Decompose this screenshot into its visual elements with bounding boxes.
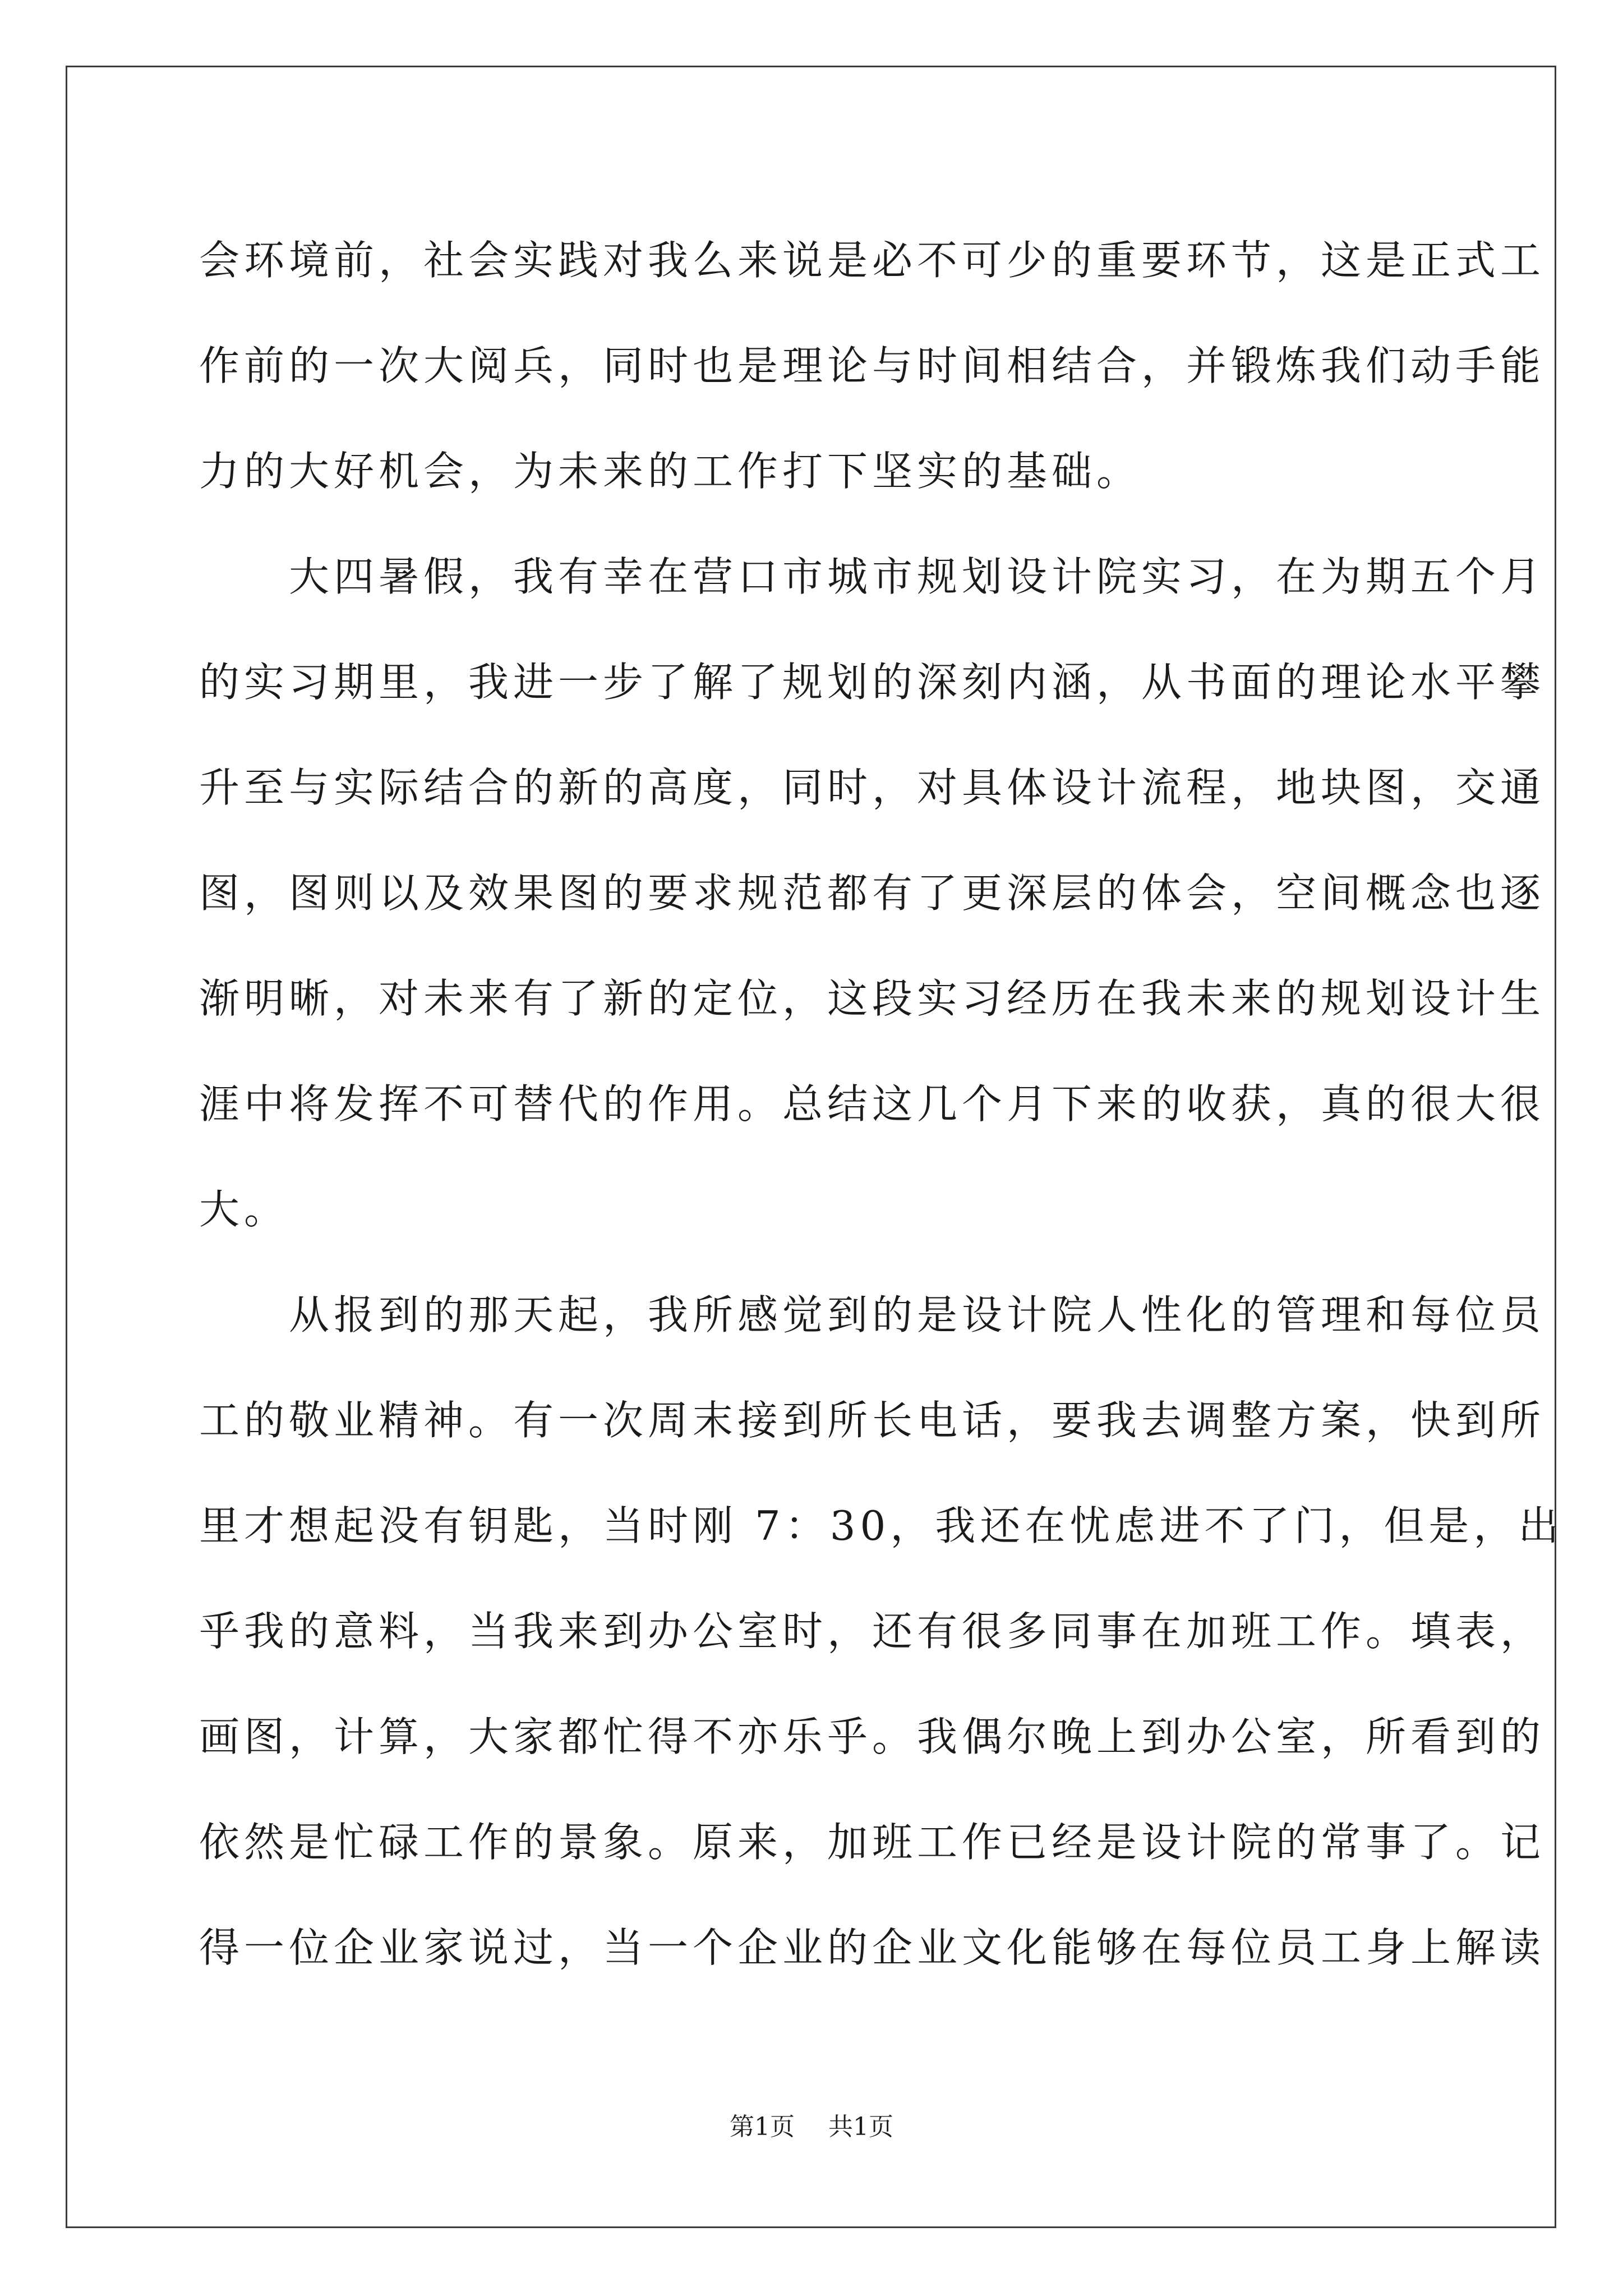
text-line: 会环境前，社会实践对我么来说是必不可少的重要环节，这是正式工	[199, 237, 1546, 284]
text-line: 作前的一次大阅兵，同时也是理论与时间相结合，并锻炼我们动手能	[199, 342, 1546, 389]
text-line: 的实习期里，我进一步了解了规划的深刻内涵，从书面的理论水平攀	[199, 659, 1546, 706]
text-line: 里才想起没有钥匙，当时刚 7：30，我还在忧虑进不了门，但是，出	[199, 1502, 1564, 1549]
page-number: 第1页	[730, 2113, 795, 2141]
document-body	[199, 208, 1564, 2000]
text-line: 大。	[199, 1186, 289, 1233]
page-footer	[0, 2110, 1623, 2144]
text-line: 画图，计算，大家都忙得不亦乐乎。我偶尔晚上到办公室，所看到的	[199, 1713, 1546, 1760]
text-line: 依然是忙碌工作的景象。原来，加班工作已经是设计院的常事了。记	[199, 1819, 1546, 1866]
text-line: 力的大好机会，为未来的工作打下坚实的基础。	[199, 448, 1142, 495]
text-line: 升至与实际结合的新的高度，同时，对具体设计流程，地块图，交通	[199, 764, 1546, 811]
text-line: 渐明晰，对未来有了新的定位，这段实习经历在我未来的规划设计生	[199, 975, 1546, 1022]
text-line: 得一位企业家说过，当一个企业的企业文化能够在每位员工身上解读	[199, 1924, 1546, 1971]
text-line: 从报到的那天起，我所感觉到的是设计院人性化的管理和每位员	[199, 1291, 1546, 1338]
text-line: 大四暑假，我有幸在营口市城市规划设计院实习，在为期五个月	[199, 553, 1546, 600]
text-line: 工的敬业精神。有一次周末接到所长电话，要我去调整方案，快到所	[199, 1397, 1546, 1444]
text-line: 涯中将发挥不可替代的作用。总结这几个月下来的收获，真的很大很	[199, 1080, 1546, 1128]
page-total: 共1页	[828, 2113, 893, 2141]
text-line: 乎我的意料，当我来到办公室时，还有很多同事在加班工作。填表，	[199, 1608, 1546, 1655]
text-line: 图，图则以及效果图的要求规范都有了更深层的体会，空间概念也逐	[199, 869, 1546, 917]
